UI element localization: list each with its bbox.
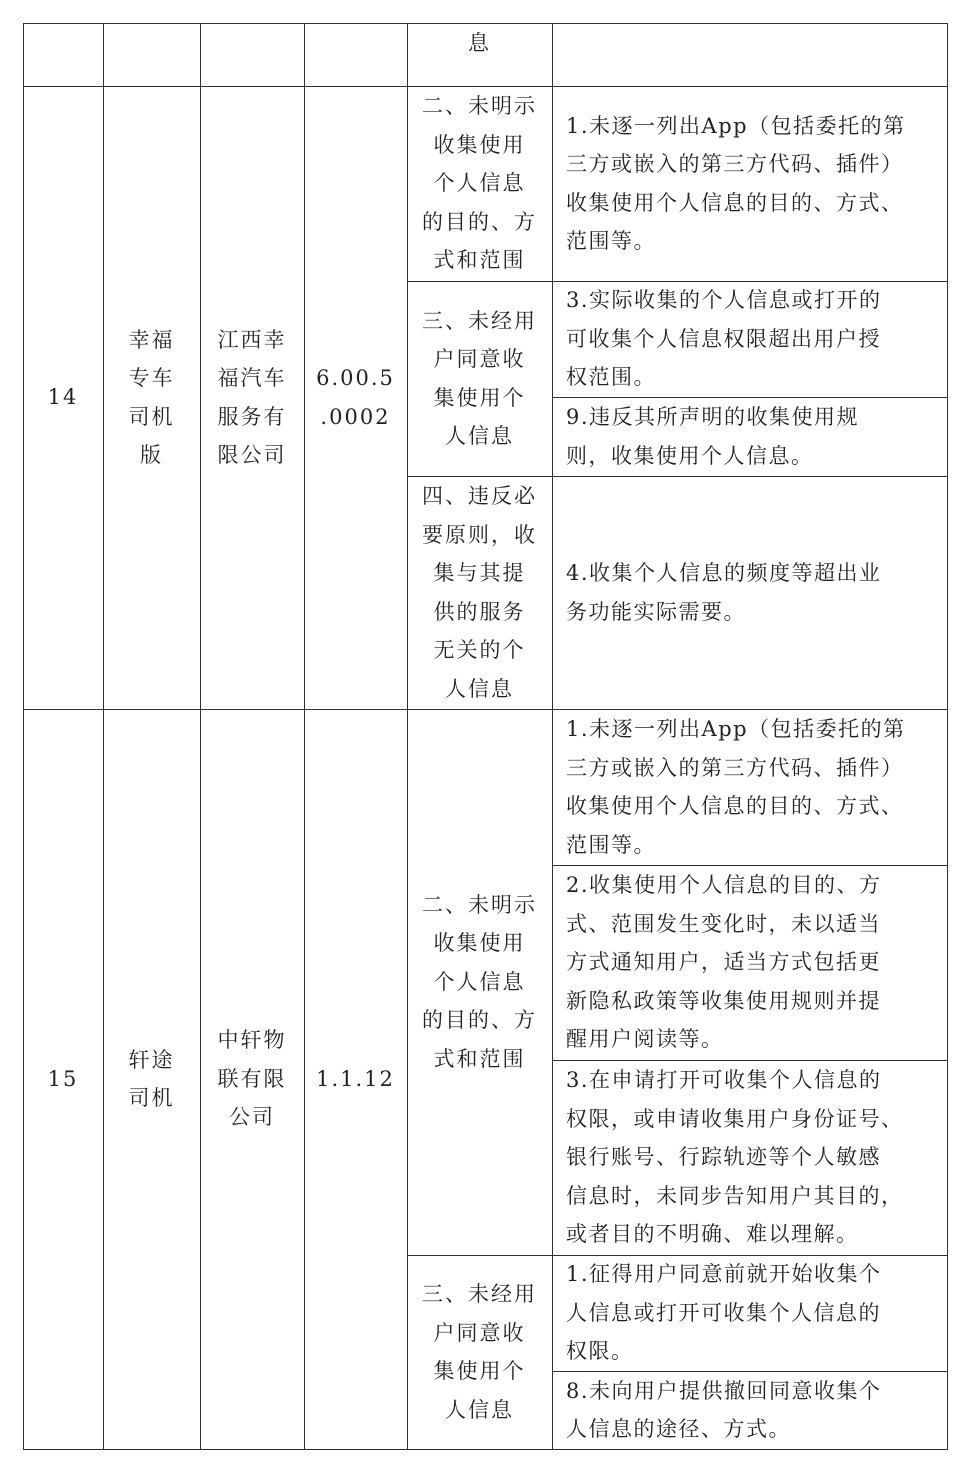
issue-cell (552, 86, 948, 281)
issue-cell (552, 709, 948, 865)
row-number: 14 (47, 385, 79, 410)
category-text: 息 (468, 30, 491, 55)
issue-text: 3.实际收集的个人信息或打开的 可收集个人信息权限超出用户授 权范围。 (566, 288, 882, 390)
category-cell (407, 86, 552, 281)
issue-cell (552, 1060, 948, 1255)
category-text: 三、未经用 户同意收 集使用个 人信息 (422, 1282, 537, 1422)
table-border-bottom (23, 1449, 948, 1450)
row-number: 15 (47, 1066, 79, 1091)
issue-cell (552, 1371, 948, 1449)
issue-text: 1.征得用户同意前就开始收集个 人信息或打开可收集个人信息的 权限。 (566, 1262, 882, 1364)
app-name: 幸福 专车 司机 版 (128, 327, 175, 467)
developer-name: 江西幸 福汽车 服务有 限公司 (217, 327, 287, 467)
issue-text: 4.收集个人信息的频度等超出业 务功能实际需要。 (566, 561, 882, 624)
app-version: 1.1.12 (316, 1066, 395, 1091)
issue-text: 1.未逐一列出App（包括委托的第 三方或嵌入的第三方代码、插件） 收集使用个人信息的目的、方式、 范围等。 (566, 113, 906, 253)
issue-text: 3.在申请打开可收集个人信息的 权限，或申请收集用户身份证号、 银行账号、行踪轨迹等个人敏感 信息时，未同步告知用户其目的， 或者目的不明确、难以理解。 (566, 1068, 904, 1247)
category-cell (407, 23, 552, 63)
category-text: 二、未明示 收集使用 个人信息 的目的、方 式和范围 (422, 94, 537, 273)
category-text: 四、违反必 要原则，收 集与其提 供的服务 无关的个 人信息 (422, 484, 537, 701)
app-version: 6.00.5 .0002 (316, 366, 395, 429)
category-cell (407, 281, 552, 476)
row-number-cell (23, 86, 103, 709)
issue-cell (552, 281, 948, 397)
developer-cell (200, 86, 304, 709)
app-name-cell (103, 86, 200, 709)
row-number-cell (23, 709, 103, 1449)
issue-text: 1.未逐一列出App（包括委托的第 三方或嵌入的第三方代码、插件） 收集使用个人信息的目的、方式、 范围等。 (566, 717, 906, 857)
version-cell (304, 709, 407, 1449)
category-cell (407, 1255, 552, 1449)
issue-cell (552, 397, 948, 476)
issue-text: 2.收集使用个人信息的目的、方 式、范围发生变化时，未以适当 方式通知用户，适当方式包括更 新隐私政策等收集使用规则并提 醒用户阅读等。 (566, 873, 882, 1052)
issue-cell (552, 865, 948, 1060)
issue-text: 9.违反其所声明的收集使用规 则，收集使用个人信息。 (566, 405, 860, 468)
issue-text: 8.未向用户提供撤回同意收集个 人信息的途径、方式。 (566, 1378, 882, 1441)
issue-cell (552, 1255, 948, 1371)
developer-name: 中轩物 联有限 公司 (217, 1028, 287, 1130)
app-name: 轩途 司机 (128, 1047, 175, 1110)
app-name-cell (103, 709, 200, 1449)
developer-cell (200, 709, 304, 1449)
category-text: 三、未经用 户同意收 集使用个 人信息 (422, 308, 537, 448)
version-cell (304, 86, 407, 709)
issue-cell (552, 476, 948, 709)
category-text: 二、未明示 收集使用 个人信息 的目的、方 式和范围 (422, 892, 537, 1071)
category-cell (407, 476, 552, 709)
category-cell (407, 709, 552, 1255)
